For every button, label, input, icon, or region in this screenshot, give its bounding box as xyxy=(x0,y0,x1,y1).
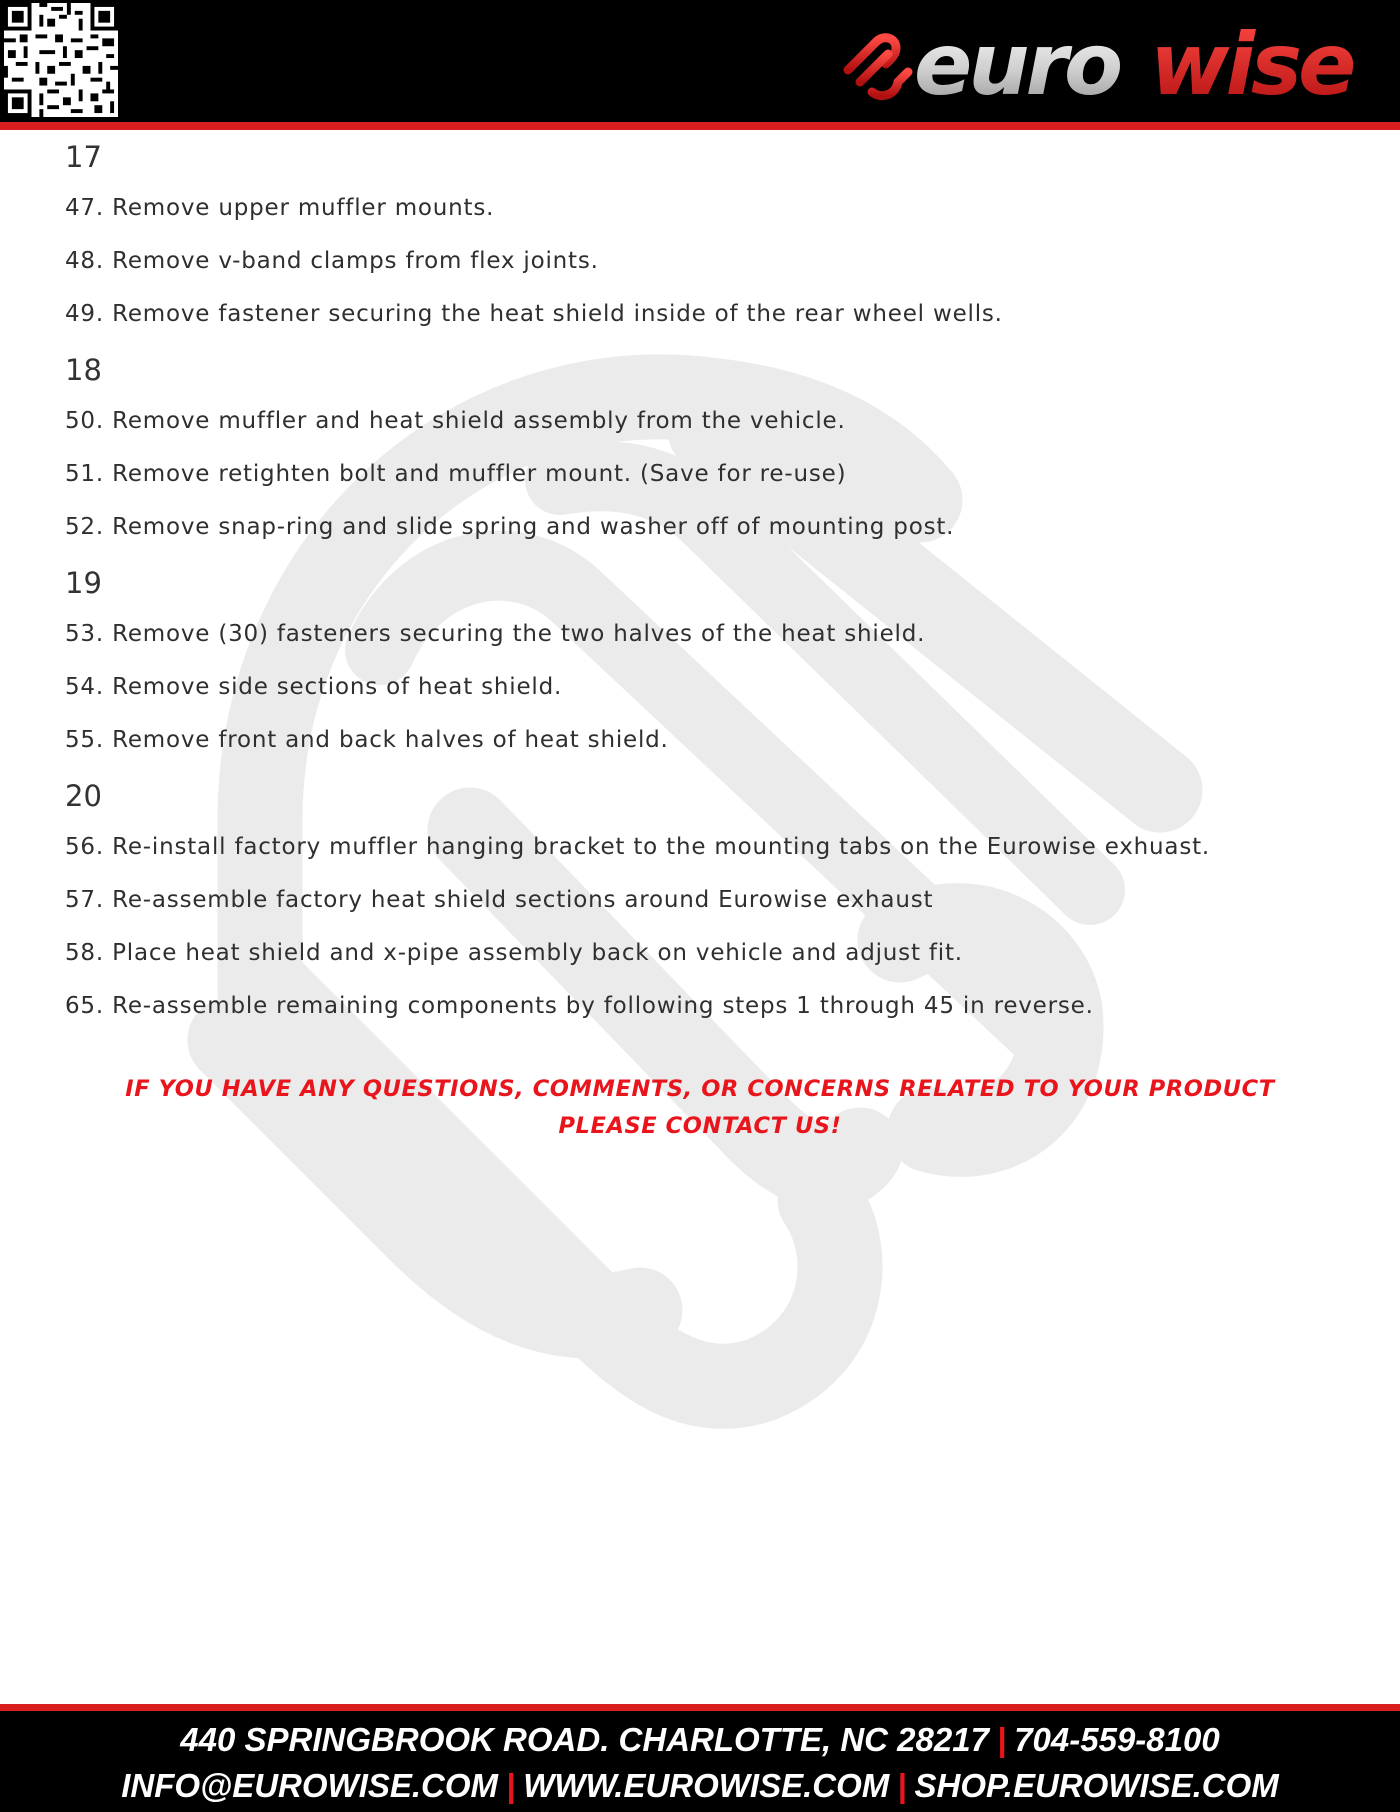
footer-email-link[interactable]: INFO@EUROWISE.COM xyxy=(121,1767,499,1804)
step-item: 54. Remove side sections of heat shield. xyxy=(65,674,563,700)
step-item: 49. Remove fastener securing the heat shield inside of the rear wheel wells. xyxy=(65,301,1003,327)
step-item: 56. Re-install factory muffler hanging bracket to the mounting tabs on the Eurowise exhuast. xyxy=(65,834,1211,860)
step-item: 47. Remove upper muffler mounts. xyxy=(65,195,495,221)
footer-links-line xyxy=(0,1763,1400,1809)
qr-code-icon xyxy=(4,3,118,117)
section-number: 18 xyxy=(65,353,102,387)
svg-text:wise: wise xyxy=(1150,15,1353,112)
step-item: 57. Re-assemble factory heat shield sections around Eurowise exhaust xyxy=(65,887,934,913)
notice-line-2: PLEASE CONTACT US! xyxy=(558,1113,842,1139)
step-item: 53. Remove (30) fasteners securing the two halves of the heat shield. xyxy=(65,621,926,647)
step-item: 52. Remove snap-ring and slide spring and washer off of mounting post. xyxy=(65,514,955,540)
footer-separator: | xyxy=(897,1767,907,1804)
section-number: 19 xyxy=(65,566,102,600)
eurowise-logo xyxy=(832,12,1388,112)
section-19 xyxy=(65,556,1335,767)
page-header xyxy=(0,0,1400,122)
page-footer xyxy=(0,1711,1400,1812)
step-item: 50. Remove muffler and heat shield assembly from the vehicle. xyxy=(65,408,846,434)
step-item: 58. Place heat shield and x-pipe assembly back on vehicle and adjust fit. xyxy=(65,940,963,966)
section-18 xyxy=(65,343,1335,554)
footer-phone[interactable]: 704-559-8100 xyxy=(1014,1721,1220,1758)
notice-line-1: IF YOU HAVE ANY QUESTIONS, COMMENTS, OR CONCERNS RELATED TO YOUR PRODUCT xyxy=(125,1076,1275,1102)
footer-address-line xyxy=(0,1711,1400,1763)
footer-website-link[interactable]: WWW.EUROWISE.COM xyxy=(523,1767,890,1804)
section-number: 17 xyxy=(65,140,102,174)
footer-shop-link[interactable]: SHOP.EUROWISE.COM xyxy=(914,1767,1279,1804)
footer-separator: | xyxy=(506,1767,516,1804)
step-item: 65. Re-assemble remaining components by following steps 1 through 45 in reverse. xyxy=(65,993,1094,1019)
section-20 xyxy=(65,769,1335,1033)
footer-stripe xyxy=(0,1704,1400,1711)
instructions xyxy=(65,130,1335,1035)
section-17 xyxy=(65,130,1335,341)
step-item: 48. Remove v-band clamps from flex joints. xyxy=(65,248,599,274)
step-item: 55. Remove front and back halves of heat shield. xyxy=(65,727,669,753)
section-number: 20 xyxy=(65,779,102,813)
contact-notice xyxy=(90,1071,1310,1145)
footer-separator: | xyxy=(996,1721,1007,1758)
header-stripe xyxy=(0,122,1400,130)
footer-address: 440 SPRINGBROOK ROAD. CHARLOTTE, NC 28217 xyxy=(180,1721,989,1758)
svg-text:euro: euro xyxy=(914,15,1120,112)
step-item: 51. Remove retighten bolt and muffler mount. (Save for re-use) xyxy=(65,461,847,487)
